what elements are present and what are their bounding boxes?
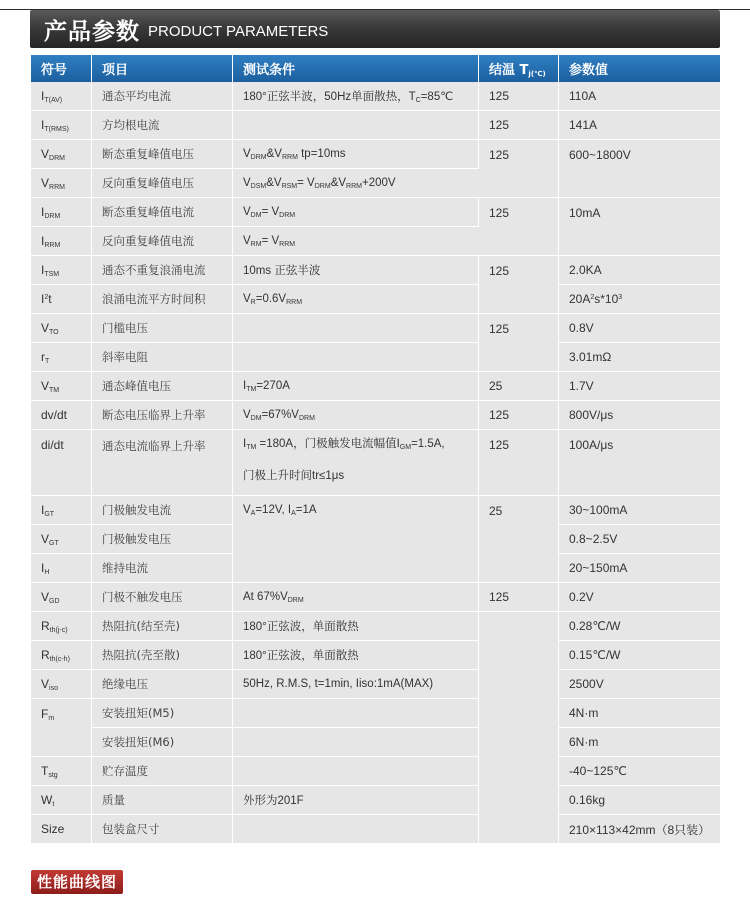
value-cell: 0.8V — [559, 314, 720, 343]
item-cell: 通态电流临界上升率 — [92, 430, 233, 496]
item-cell: 安装扭矩(M6) — [92, 728, 233, 757]
table-row — [31, 285, 720, 314]
item-cell: 浪涌电流平方时间积 — [92, 285, 233, 314]
header-symbol: 符号 — [31, 55, 92, 82]
header-item: 项目 — [92, 55, 233, 82]
item-cell: 反向重复峰值电压 — [92, 169, 233, 198]
temp-cell: 125 — [479, 314, 559, 372]
symbol-cell: $r_T$ — [31, 343, 92, 372]
temp-cell: 125 — [479, 82, 559, 111]
table-row — [31, 786, 720, 815]
symbol-cell: $I_H$ — [31, 554, 92, 583]
symbol-cell: $R_{th(j-c)}$ — [31, 612, 92, 641]
symbol-cell: $V_{iso}$ — [31, 670, 92, 699]
temp-cell: 125 — [479, 111, 559, 140]
value-cell: 6N·m — [559, 728, 720, 757]
condition-cell: $V_{DRM}\&V_{RRM}$ tp=10ms — [233, 140, 479, 169]
value-cell: 4N·m — [559, 699, 720, 728]
symbol-cell: $I_{RRM}$ — [31, 227, 92, 256]
value-cell: 141A — [559, 111, 720, 140]
item-cell: 门槛电压 — [92, 314, 233, 343]
value-cell: 100A/μs — [559, 430, 720, 496]
item-cell: 斜率电阻 — [92, 343, 233, 372]
banner-title-en: PRODUCT PARAMETERS — [148, 22, 329, 40]
item-cell: 通态平均电流 — [92, 82, 233, 111]
symbol-cell: $R_{th(c-h)}$ — [31, 641, 92, 670]
temp-cell: 125 — [479, 430, 559, 496]
condition-cell: $V_{DM}=67\%V_{DRM}$ — [233, 401, 479, 430]
symbol-cell: $I_{T(AV)}$ — [31, 82, 92, 111]
value-cell: 2.0KA — [559, 256, 720, 285]
value-cell: 1.7V — [559, 372, 720, 401]
temp-cell: 125 — [479, 583, 559, 612]
item-cell: 安装扭矩(M5) — [92, 699, 233, 728]
temp-cell: 125 — [479, 198, 559, 256]
symbol-cell: di/dt — [31, 430, 92, 496]
header-condition: 测试条件 — [233, 55, 479, 82]
header-temp: 结温 $T_{j(℃)}$ — [479, 55, 559, 82]
item-cell: 热阻抗(壳至散) — [92, 641, 233, 670]
condition-cell: $V_{RM}= V_{RRM}$ — [233, 227, 479, 256]
table-row — [31, 699, 720, 728]
value-cell: $20A^2s*10^3$ — [559, 285, 720, 314]
table-row — [31, 82, 720, 111]
item-cell: 方均根电流 — [92, 111, 233, 140]
value-cell: 0.8~2.5V — [559, 525, 720, 554]
table-row — [31, 496, 720, 525]
table-row — [31, 430, 720, 496]
temp-cell: 125 — [479, 401, 559, 430]
performance-curves-tag: 性能曲线图 — [31, 870, 123, 894]
condition-cell: 50Hz, R.M.S, t=1min, Iiso:1mA(MAX) — [233, 670, 479, 699]
symbol-cell: dv/dt — [31, 401, 92, 430]
value-cell: 600~1800V — [559, 140, 720, 198]
table-row — [31, 314, 720, 343]
condition-cell — [233, 699, 479, 728]
symbol-cell: $I^2t$ — [31, 285, 92, 314]
symbol-cell: $V_{DRM}$ — [31, 140, 92, 169]
table-row — [31, 641, 720, 670]
condition-cell: $V_{DSM}\&V_{RSM}=$ $V_{DRM}\&V_{RRM}+200V$ — [233, 169, 479, 198]
value-cell: 110A — [559, 82, 720, 111]
table-row — [31, 612, 720, 641]
value-cell: 20~150mA — [559, 554, 720, 583]
temp-cell — [479, 612, 559, 844]
table-row — [31, 372, 720, 401]
item-cell: 贮存温度 — [92, 757, 233, 786]
symbol-cell: $I_{GT}$ — [31, 496, 92, 525]
table-row — [31, 343, 720, 372]
condition-cell: 外形为201F — [233, 786, 479, 815]
item-cell: 包装盒尺寸 — [92, 815, 233, 844]
temp-cell: 125 — [479, 256, 559, 314]
header-value: 参数值 — [559, 55, 720, 82]
condition-cell — [233, 815, 479, 844]
value-cell: 210×113×42mm（8只装） — [559, 815, 720, 844]
condition-cell: 180°正弦波，单面散热 — [233, 612, 479, 641]
item-cell: 绝缘电压 — [92, 670, 233, 699]
item-cell: 门极触发电流 — [92, 496, 233, 525]
item-cell: 热阻抗(结至壳) — [92, 612, 233, 641]
condition-cell: $I_{TM}=270A$ — [233, 372, 479, 401]
temp-cell: 125 — [479, 140, 559, 198]
section-banner — [30, 10, 720, 48]
symbol-cell: $V_{TM}$ — [31, 372, 92, 401]
symbol-cell: $T_{stg}$ — [31, 757, 92, 786]
value-cell: 30~100mA — [559, 496, 720, 525]
parameters-table — [31, 55, 720, 844]
symbol-cell: $I_{TSM}$ — [31, 256, 92, 285]
value-cell: 3.01mΩ — [559, 343, 720, 372]
value-cell: 800V/μs — [559, 401, 720, 430]
value-cell: 10mA — [559, 198, 720, 256]
item-cell: 断态重复峰值电流 — [92, 198, 233, 227]
symbol-cell: $I_{T(RMS)}$ — [31, 111, 92, 140]
banner-title-cn: 产品参数 — [44, 18, 140, 45]
item-cell: 门极不触发电压 — [92, 583, 233, 612]
value-cell: 0.28℃/W — [559, 612, 720, 641]
table-row — [31, 401, 720, 430]
value-cell: 0.15℃/W — [559, 641, 720, 670]
table-row — [31, 757, 720, 786]
item-cell: 断态电压临界上升率 — [92, 401, 233, 430]
symbol-cell: $W_t$ — [31, 786, 92, 815]
item-cell: 质量 — [92, 786, 233, 815]
symbol-cell: $I_{DRM}$ — [31, 198, 92, 227]
table-row — [31, 198, 720, 227]
symbol-cell: $V_{GT}$ — [31, 525, 92, 554]
condition-cell — [233, 314, 479, 343]
table-row — [31, 256, 720, 285]
table-header-row — [31, 55, 720, 82]
table-row — [31, 670, 720, 699]
table-row — [31, 140, 720, 169]
table-row — [31, 111, 720, 140]
header-temp-label: 结温 — [489, 63, 516, 78]
value-cell: 0.16kg — [559, 786, 720, 815]
item-cell: 断态重复峰值电压 — [92, 140, 233, 169]
condition-cell: $V_A=12V$, $I_A=1A$ — [233, 496, 479, 583]
temp-cell: 25 — [479, 496, 559, 583]
value-cell: -40~125℃ — [559, 757, 720, 786]
item-cell: 通态峰值电压 — [92, 372, 233, 401]
temp-cell: 25 — [479, 372, 559, 401]
condition-cell: $I_{TM} =180A$，门极触发电流幅值$I_{GM}=1.5A$, 门极上升时间tr≤1μs — [233, 430, 479, 496]
item-cell: 反向重复峰值电流 — [92, 227, 233, 256]
condition-cell: 180°正弦半波，50Hz单面散热，$T_C=85℃$ — [233, 82, 479, 111]
condition-cell: 10ms 正弦半波 — [233, 256, 479, 285]
symbol-cell: $V_{GD}$ — [31, 583, 92, 612]
condition-cell — [233, 343, 479, 372]
condition-cell: $V_{DM}= V_{DRM}$ — [233, 198, 479, 227]
symbol-cell: $V_{TO}$ — [31, 314, 92, 343]
table-row — [31, 815, 720, 844]
condition-cell: $V_R=0.6V_{RRM}$ — [233, 285, 479, 314]
condition-cell — [233, 757, 479, 786]
item-cell: 通态不重复浪涌电流 — [92, 256, 233, 285]
item-cell: 维持电流 — [92, 554, 233, 583]
item-cell: 门极触发电压 — [92, 525, 233, 554]
symbol-cell: $V_{RRM}$ — [31, 169, 92, 198]
symbol-cell: $F_m$ — [31, 699, 92, 757]
table-row — [31, 728, 720, 757]
condition-cell — [233, 728, 479, 757]
table-row — [31, 583, 720, 612]
symbol-cell: Size — [31, 815, 92, 844]
value-cell: 2500V — [559, 670, 720, 699]
condition-cell: At $67\%V_{DRM}$ — [233, 583, 479, 612]
value-cell: 0.2V — [559, 583, 720, 612]
condition-cell — [233, 111, 479, 140]
condition-cell: 180°正弦波，单面散热 — [233, 641, 479, 670]
